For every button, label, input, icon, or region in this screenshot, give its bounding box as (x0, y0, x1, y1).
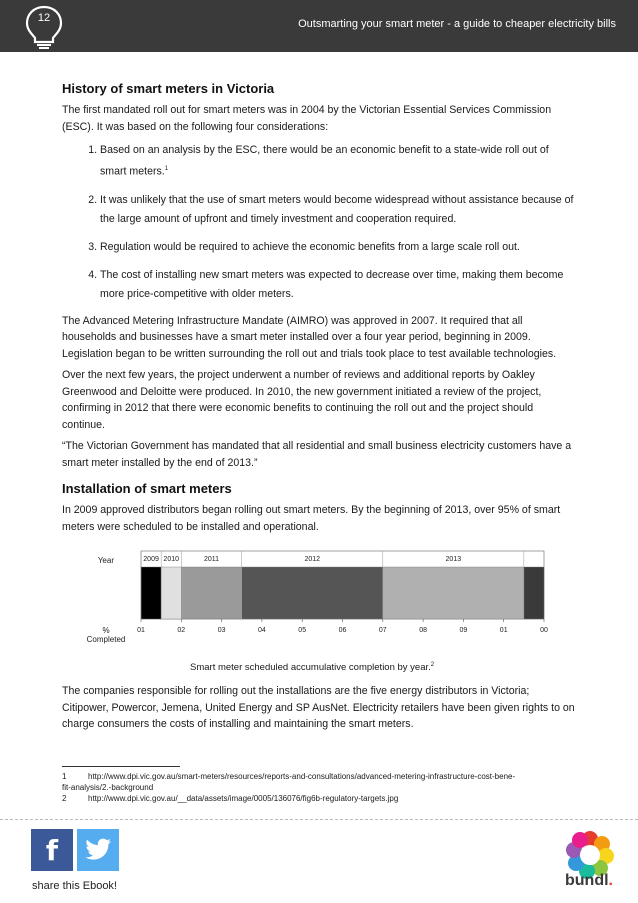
list-item: 4. The cost of installing new smart meters was expected to decrease over time, making them become more price-competitive with older meters. (100, 266, 576, 304)
chart-year-tick: 2009 (143, 556, 159, 564)
installation-intro: In 2009 approved distributors began rolling out smart meters. By the beginning of 2013, over 95% of smart meters were scheduled to be installed and operational. (62, 504, 561, 533)
completion-chart (62, 541, 576, 679)
aimro-paragraph: The Advanced Metering Infrastructure Mandate (AIMRO) was approved in 2007. It required that all households and businesses have a smart meter installed over a four year period, beginning in 2009. Legislation began to be written surrounding the roll out and trials took place to test available technologies. (62, 314, 557, 360)
chart-x-tick: 08 (419, 627, 427, 635)
chart-x-tick: 09 (459, 627, 468, 635)
chart-x-tick: 00 (540, 627, 548, 635)
footnote-link[interactable]: http://www.dpi.vic.gov.au/smart-meters/resources/reports-and-consultations/advanced-metering-infrastructure-cost-bene- (88, 772, 516, 781)
footnote-2: 2 http://www.dpi.vic.gov.au/__data/assets/image/0005/136076/fig6b-regulatory-targets.jpg (62, 794, 399, 803)
footnotes (62, 766, 576, 804)
chart-caption: Smart meter scheduled accumulative completion by year.$^2$ (190, 662, 435, 674)
distributors-paragraph: The companies responsible for rolling out the installations are the five energy distributors in Victoria; Citipower, Powercor, Jemena, United Energy and SP AusNet. Electricity retailers have been given rights to on charge consumers the costs of installing and maintaining the smart meters. (62, 685, 575, 731)
twitter-icon (84, 838, 112, 862)
chart-x-tick: 04 (258, 627, 266, 635)
footnote-ref[interactable]: 2 (430, 662, 435, 669)
chart-segment-2009 (141, 567, 161, 619)
chart-year-tick: 2011 (203, 556, 220, 564)
bundl-logo-text: bundl. (565, 872, 613, 889)
chart-segment-remaining (524, 567, 544, 619)
chart-completed-label: Completed (86, 635, 126, 645)
chart-year-tick: 2010 (163, 556, 180, 564)
chart-segment-2012 (242, 567, 383, 619)
chart-x-tick: 02 (177, 627, 186, 635)
footnote-link-cont[interactable]: fit-analysis/2.-background (62, 783, 154, 792)
footnote-divider (62, 766, 180, 767)
chart-x-tick: 01 (137, 627, 145, 635)
footnote-link[interactable]: http://www.dpi.vic.gov.au/__data/assets/image/0005/136076/fig6b-regulatory-targets.jpg (88, 794, 399, 803)
footer-divider (0, 819, 638, 820)
considerations-list (62, 141, 576, 304)
history-intro: The first mandated roll out for smart meters was in 2004 by the Victorian Essential Services Commission (ESC). It was based on the following four considerations: (62, 104, 552, 133)
section-heading-history: History of smart meters in Victoria (62, 81, 275, 96)
chart-segment-2010 (161, 567, 181, 619)
list-item: 1. Based on an analysis by the ESC, there would be an economic benefit to a state-wide roll out of smart meters.$^1$ (100, 141, 576, 182)
government-quote: “The Victorian Government has mandated that all residential and small business electricity customers have a smart meter installed by the end of 2013.” (62, 440, 572, 469)
chart-x-tick: 06 (338, 627, 347, 635)
footnote-ref[interactable]: 1 (164, 166, 169, 172)
chart-year-tick: 2013 (445, 556, 462, 564)
chart-year-label: Year (97, 556, 114, 566)
facebook-icon: f (45, 833, 59, 867)
chart-x-tick: 03 (217, 627, 226, 635)
header-title: Outsmarting your smart meter - a guide to cheaper electricity bills (298, 18, 616, 30)
lightbulb-icon (22, 4, 66, 50)
chart-segment-2013 (383, 567, 524, 619)
chart-x-tick: 05 (298, 627, 307, 635)
completion-chart-svg (62, 541, 576, 653)
chart-x-tick: 01 (499, 627, 508, 635)
footnote-1: 1 http://www.dpi.vic.gov.au/smart-meters/resources/reports-and-consultations/advanced-metering-infrastructure-cost-bene- (62, 772, 516, 781)
chart-x-tick: 07 (378, 627, 387, 635)
list-item: 2. It was unlikely that the use of smart meters would become widespread without assistance because of the large amount of upfront and timely investment and cooperation required. (100, 191, 576, 229)
chart-year-tick: 2012 (304, 556, 321, 564)
share-ebook-label: share this Ebook! (32, 880, 117, 892)
facebook-share-button[interactable] (31, 829, 73, 871)
chart-segment-2011 (181, 567, 241, 619)
section-heading-installation: Installation of smart meters (62, 481, 232, 497)
page-number: 12 (37, 12, 51, 24)
review-paragraph: Over the next few years, the project underwent a number of reviews and additional reports by Oakley Greenwood and Deloitte were produced. In 2010, the new government initiated a review of the project, confirming in 2012 that there were economic benefits to continuing the roll out and the project should continue. (62, 369, 542, 431)
chart-completed-label: % (102, 626, 110, 636)
twitter-share-button[interactable] (77, 829, 119, 871)
page-header (0, 0, 638, 52)
main-content (62, 80, 576, 738)
list-item: 3. Regulation would be required to achieve the economic benefits from a large scale roll out. (100, 238, 576, 257)
